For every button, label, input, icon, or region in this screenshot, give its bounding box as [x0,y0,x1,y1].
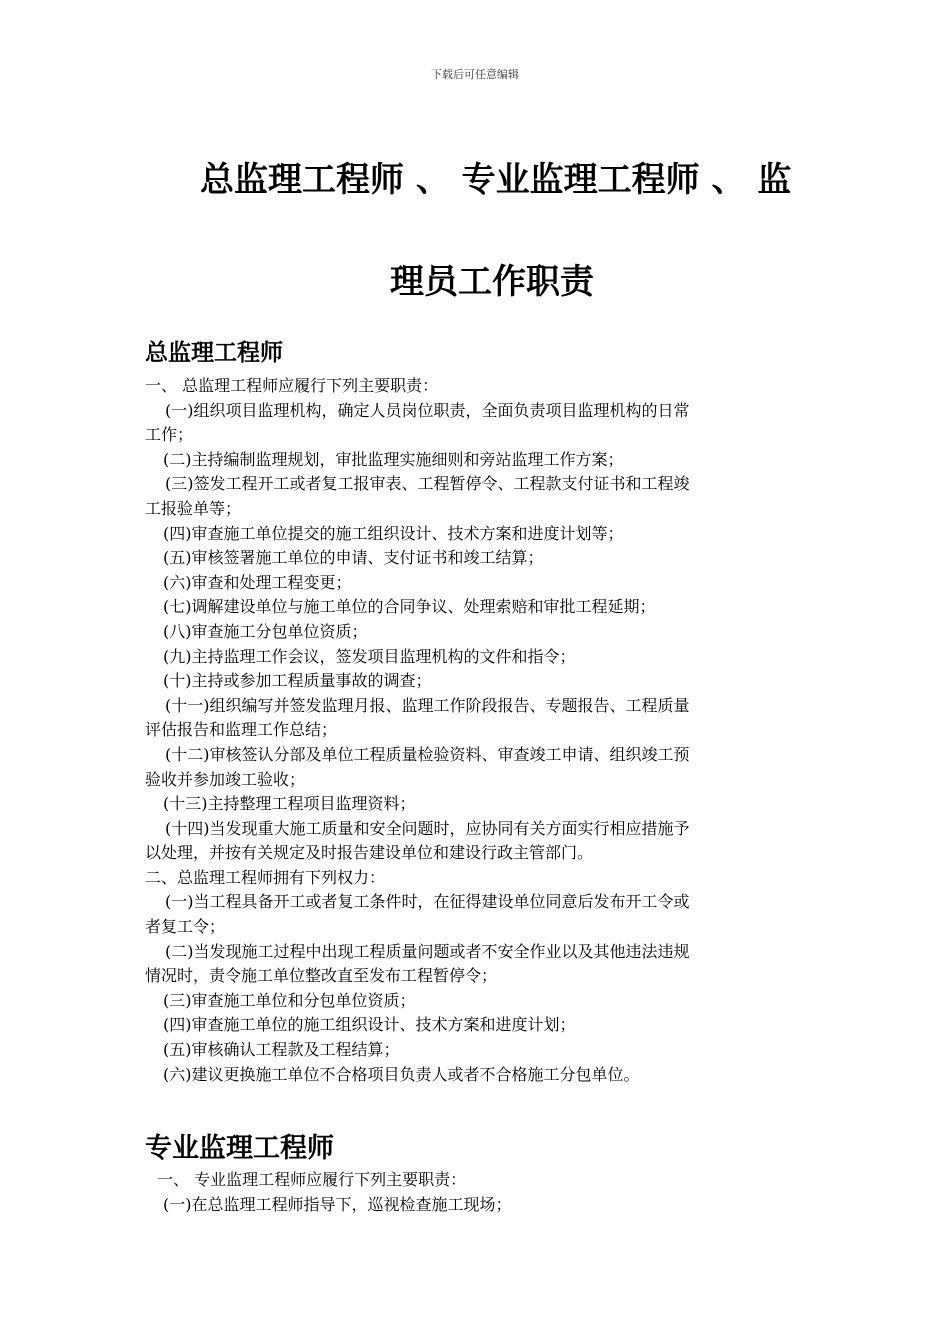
list-item: (三)审查施工单位和分包单位资质； [163,990,416,1010]
list-item: (五)审核确认工程款及工程结算； [163,1040,400,1060]
list-item: (八)审查施工分包单位资质； [163,621,368,641]
section-heading-chief-engineer: 总监理工程师 [145,340,283,366]
list-item: (五)审核签署施工单位的申请、支付证书和竣工结算； [163,548,544,568]
chief-engineer-duties [145,374,810,1087]
document-title-line-2: 理员工作职责 [390,262,594,302]
list-item: (十二)审核签认分部及单位工程质量检验资料、审查竣工申请、组织竣工预 [165,744,690,764]
list-item: (十三)主持整理工程项目监理资料； [163,794,416,814]
header-note: 下载后可任意编辑 [431,68,519,81]
list-item: (六)建议更换施工单位不合格项目负责人或者不合格施工分包单位。 [163,1064,640,1084]
list-item: 工作； [145,425,194,445]
list-item: (七)调解建设单位与施工单位的合同争议、处理索赔和审批工程延期； [163,597,656,617]
list-item: 情况时，责令施工单位整改直至发布工程暂停令； [145,966,498,986]
list-item: 工报验单等； [145,498,242,518]
list-item: 以处理，并按有关规定及时报告建设单位和建设行政主管部门。 [145,843,594,863]
specialist-engineer-duties [145,1168,810,1217]
list-item: (一)在总监理工程师指导下，巡视检查施工现场； [163,1194,512,1214]
list-item: (一)当工程具备开工或者复工条件时，在征得建设单位同意后发布开工令或 [165,892,690,912]
list-item: (二)主持编制监理规划，审批监理实施细则和旁站监理工作方案； [163,449,624,469]
list-item: 二、总监理工程师拥有下列权力： [145,867,386,887]
list-item: 者复工令； [145,917,226,937]
document-title-line-1: 总监理工程师 、 专业监理工程师 、 监 [200,160,792,200]
list-item: (四)审查施工单位的施工组织设计、技术方案和进度计划； [163,1015,576,1035]
list-item: (二)当发现施工过程中出现工程质量问题或者不安全作业以及其他违法违规 [165,941,690,961]
list-item: (四)审查施工单位提交的施工组织设计、技术方案和进度计划等； [163,523,624,543]
list-item: 评估报告和监理工作总结； [145,720,338,740]
list-item: 一、 专业监理工程师应履行下列主要职责： [157,1170,467,1189]
list-item: (一)组织项目监理机构，确定人员岗位职责，全面负责项目监理机构的日常 [165,400,690,420]
list-item: 一、 总监理工程师应履行下列主要职责： [145,376,439,395]
list-item: (三)签发工程开工或者复工报审表、工程暂停令、工程款支付证书和工程竣 [165,474,690,494]
list-item: (十)主持或参加工程质量事故的调查； [163,671,432,691]
list-item: (九)主持监理工作会议，签发项目监理机构的文件和指令； [163,646,576,666]
list-item: (十四)当发现重大施工质量和安全问题时，应协同有关方面实行相应措施予 [165,818,690,838]
list-item: (十一)组织编写并签发监理月报、监理工作阶段报告、专题报告、工程质量 [165,695,690,715]
section-heading-specialist-engineer: 专业监理工程师 [145,1133,334,1164]
list-item: (六)审查和处理工程变更； [163,572,352,592]
list-item: 验收并参加竣工验收； [145,769,306,789]
